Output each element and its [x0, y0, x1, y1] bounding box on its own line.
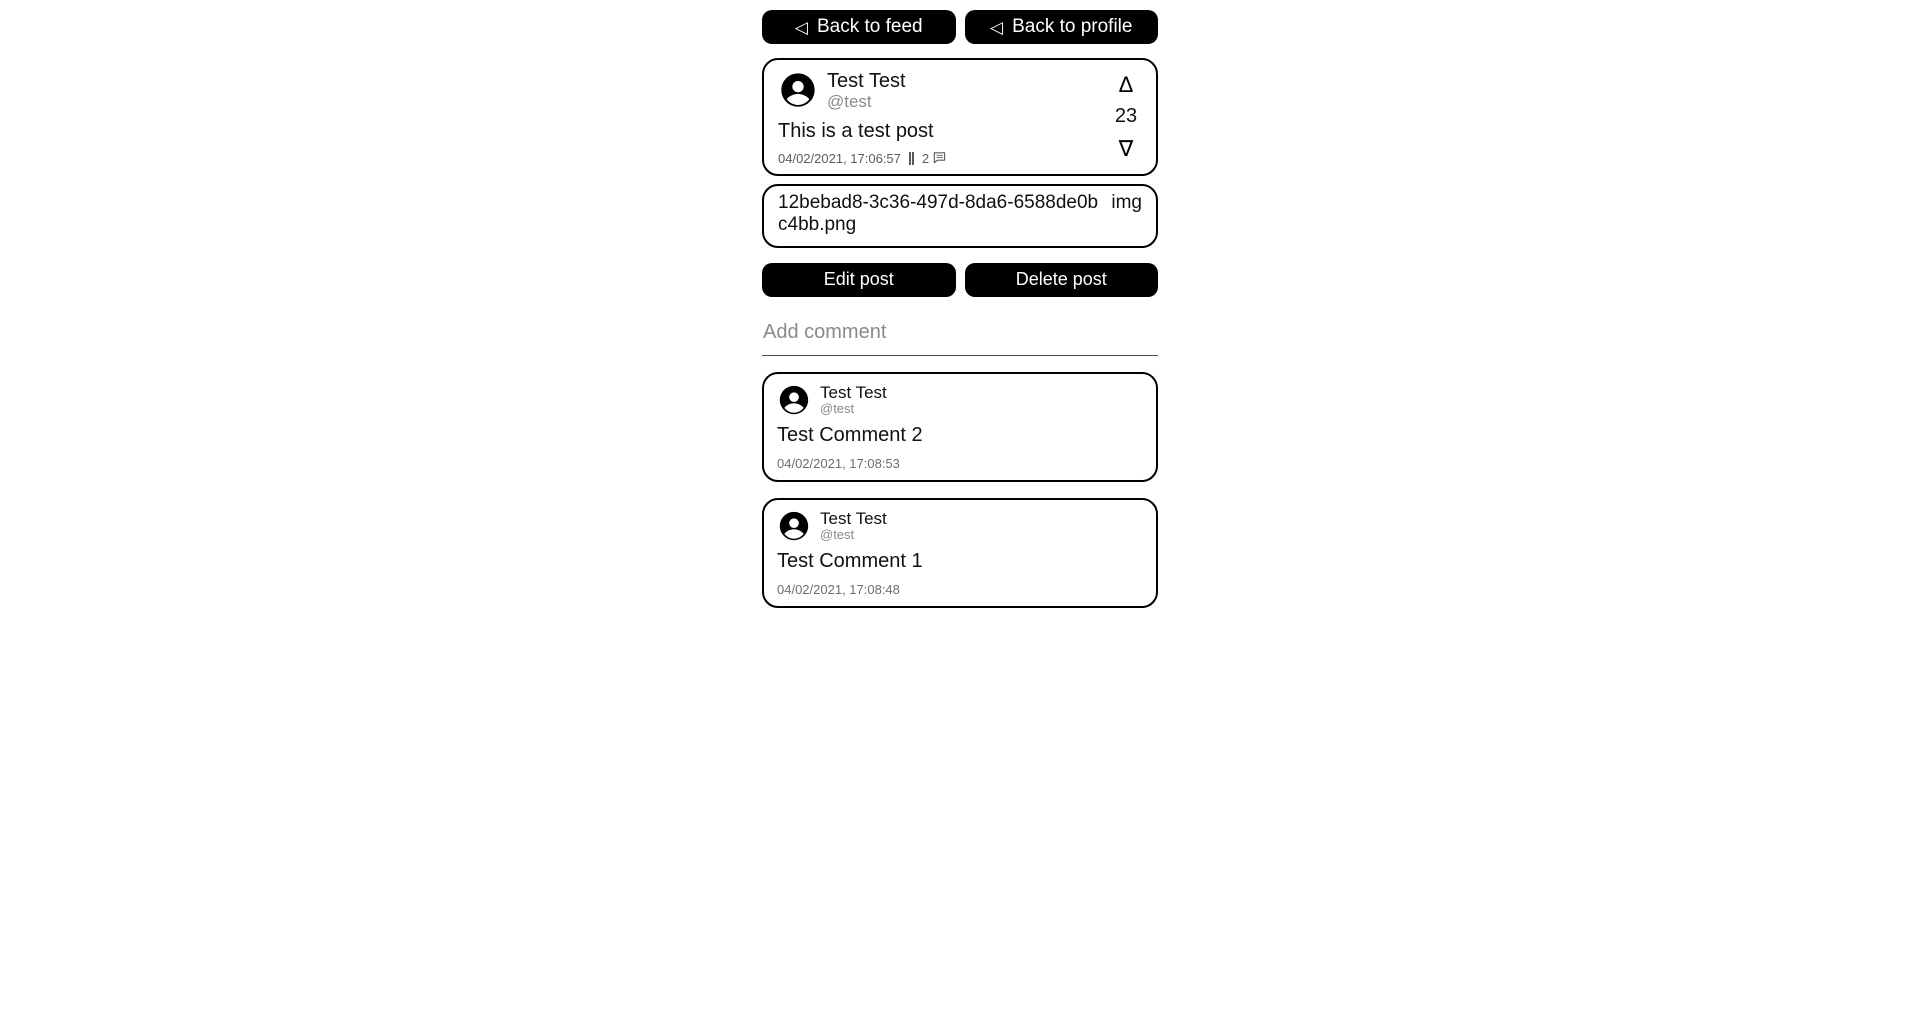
post-author-header — [778, 70, 1106, 112]
post-timestamp: 04/02/2021, 17:06:57 — [778, 150, 901, 166]
post-text: This is a test post — [778, 119, 934, 142]
back-to-feed-button[interactable] — [762, 10, 956, 44]
comment-timestamp: 04/02/2021, 17:08:53 — [777, 455, 900, 471]
comment-text: Test Comment 2 — [777, 423, 923, 446]
add-comment-input[interactable] — [762, 315, 1158, 356]
post-detail-page — [762, 0, 1158, 608]
back-arrow-icon: ◁ — [990, 17, 1004, 37]
comment-author-name: Test Test — [820, 382, 887, 402]
post-author-handle: @test — [827, 92, 872, 111]
user-avatar-icon — [777, 383, 811, 417]
comment-card — [762, 372, 1158, 482]
back-to-feed-label: Back to feed — [816, 16, 923, 37]
comment-count — [922, 151, 946, 166]
comment-author-handle: @test — [820, 401, 855, 417]
post-author-block — [827, 70, 906, 112]
post-main — [778, 70, 1106, 166]
comment-author-block — [820, 509, 887, 543]
upvote-button[interactable]: Δ — [1118, 72, 1134, 97]
vote-count: 23 — [1114, 105, 1138, 128]
post-action-row — [762, 263, 1158, 297]
comment-text: Test Comment 1 — [777, 549, 923, 572]
comment-author-header — [777, 383, 1144, 417]
comment-author-block — [820, 383, 887, 417]
attachment-type-label: img — [1111, 191, 1142, 213]
back-to-profile-button[interactable] — [965, 10, 1159, 44]
comment-list — [762, 372, 1158, 608]
back-arrow-icon: ◁ — [794, 17, 808, 37]
back-to-profile-label: Back to profile — [1012, 16, 1133, 37]
attachment-filename[interactable]: 12bebad8-3c36-497d-8da6-6588de0bc4bb.png — [778, 191, 1099, 236]
comment-card — [762, 498, 1158, 608]
edit-post-button[interactable]: Edit post — [762, 263, 956, 297]
post-meta-row — [778, 151, 1106, 166]
comment-author-handle: @test — [820, 527, 855, 543]
user-avatar-icon — [777, 509, 811, 543]
comment-count-value: 2 — [921, 150, 930, 166]
downvote-button[interactable]: ∇ — [1118, 135, 1134, 161]
delete-post-button[interactable]: Delete post — [965, 263, 1159, 297]
comment-author-header — [777, 509, 1144, 543]
comment-author-name: Test Test — [820, 508, 887, 528]
nav-button-row — [762, 10, 1158, 44]
post-card — [762, 58, 1158, 176]
comment-bubble-icon — [933, 152, 946, 164]
post-attachment[interactable] — [762, 184, 1158, 248]
meta-divider — [909, 152, 914, 165]
post-author-name: Test Test — [827, 70, 906, 92]
vote-column — [1106, 70, 1146, 166]
user-avatar-icon — [778, 70, 818, 110]
comment-timestamp: 04/02/2021, 17:08:48 — [777, 581, 900, 597]
